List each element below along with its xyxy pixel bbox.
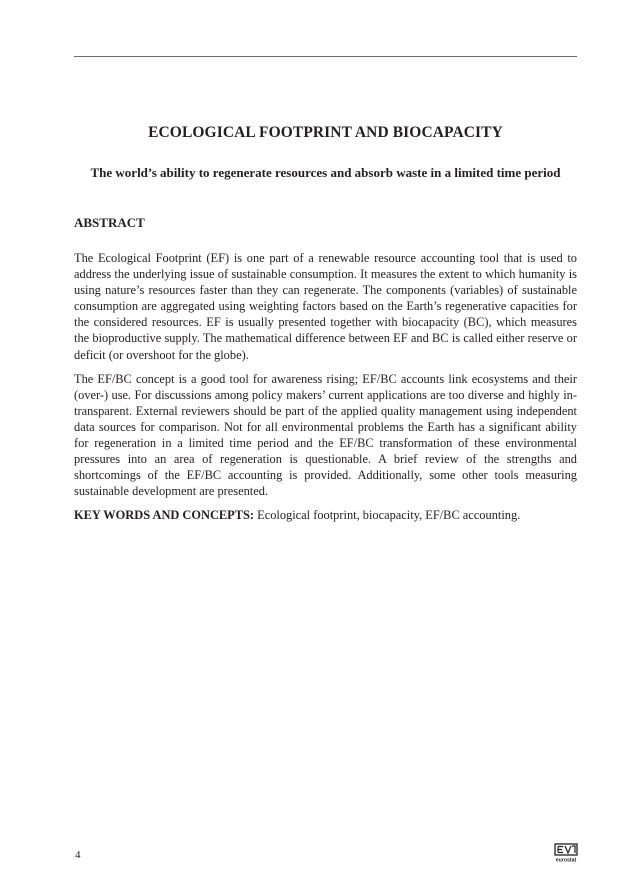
keywords-text: Ecological footprint, biocapacity, EF/BC accounting. — [254, 508, 521, 523]
header-rule — [74, 56, 577, 57]
page-number: 4 — [75, 849, 81, 861]
abstract-body — [74, 250, 577, 532]
keywords-line — [74, 507, 577, 523]
abstract-paragraph-2: The EF/BC concept is a good tool for awareness rising; EF/BC accounts link ecosystems and their (over-) use. For discussions among policy makers’ current applications are too diverse and highly in-transparent. External reviewers should be part of the applied quality management using independent data sources for comparison. Not for all environmental problems the Earth has a significant ability for regeneration in a limited time period and the EF/BC transformation of these environmental pressures into an area of regeneration is questionable. A brief review of the strengths and shortcomings of the EF/BC accounting is provided. Additionally, some other tools measuring sustainable development are presented. — [74, 371, 577, 499]
abstract-heading: ABSTRACT — [74, 215, 145, 230]
document-title: ECOLOGICAL FOOTPRINT AND BIOCAPACITY — [148, 124, 503, 141]
eurostat-logo-text: eurostat — [555, 857, 577, 863]
abstract-paragraph-1: The Ecological Footprint (EF) is one part of a renewable resource accounting tool that is used to address the underlying issue of sustainable consumption. It measures the extent to which humanity is using nature’s resources faster than they can regenerate. The components (variables) of sustainable consumption are aggregated using weighting factors based on the Earth’s regenerative capacities for the considered resources. EF is usually presented together with biocapacity (BC), which measures the bioproductive supply. The mathematical difference between EF and BC is called either reserve or deficit (or overshoot for the globe). — [74, 251, 577, 362]
document-subtitle: The world’s ability to regenerate resources and absorb waste in a limited time period — [90, 165, 561, 180]
eurostat-logo-icon — [554, 843, 578, 863]
keywords-label: KEY WORDS AND CONCEPTS: — [74, 508, 255, 523]
